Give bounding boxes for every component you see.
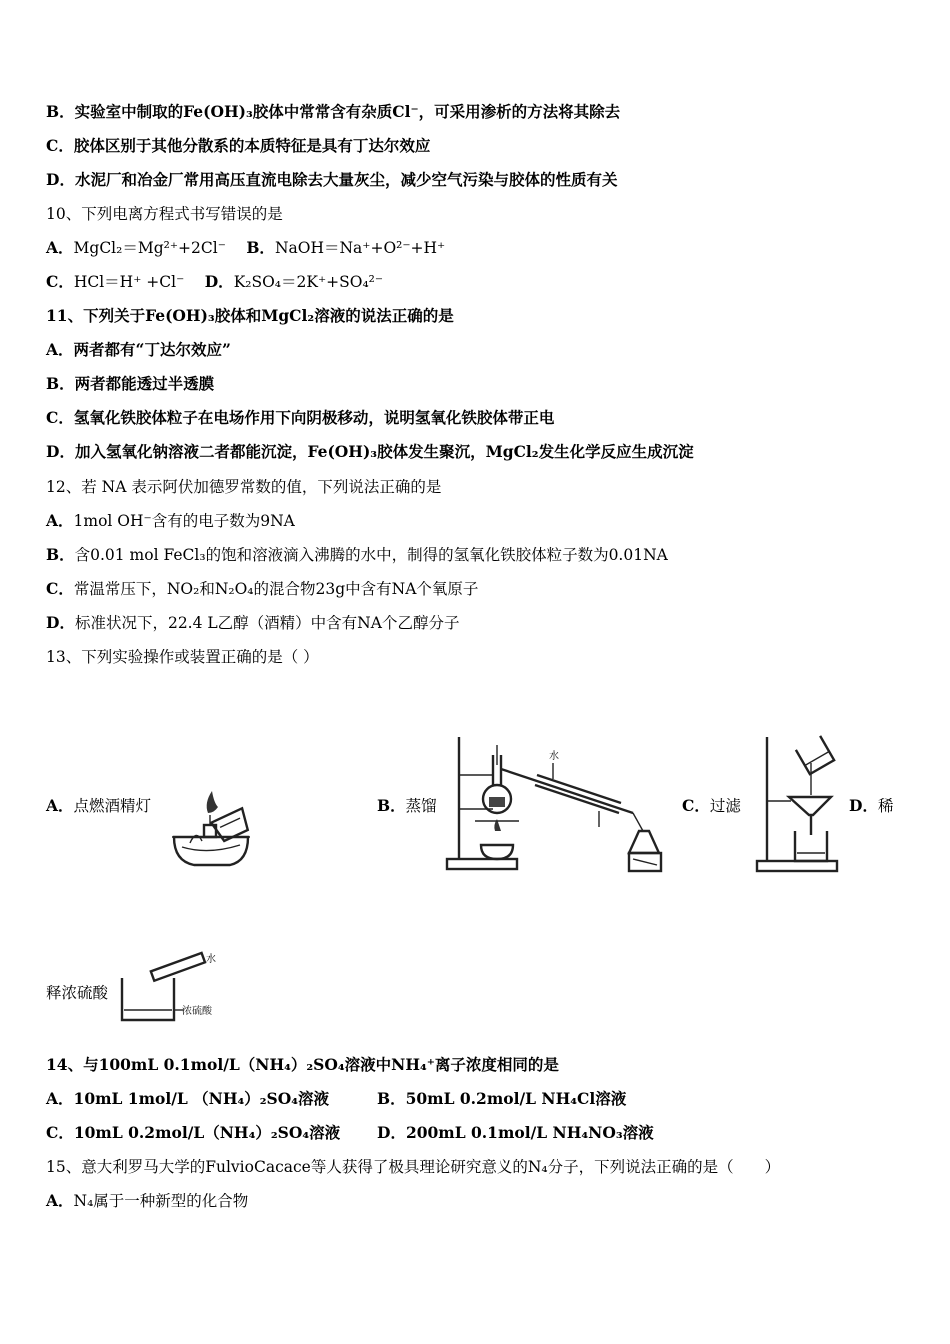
option-text: 过滤 (709, 797, 741, 815)
q15-option-a (46, 1191, 248, 1211)
option-label: C． (682, 796, 710, 815)
option-text: 1mol OH⁻含有的电子数为9NA (73, 512, 295, 530)
q13-option-c (682, 796, 741, 816)
q13-option-b (377, 796, 437, 816)
option-label: C． (46, 136, 74, 155)
option-text: 胶体区别于其他分散系的本质特征是具有丁达尔效应 (73, 136, 431, 155)
option-label: A． (46, 796, 74, 815)
option-text: 释浓硫酸 (46, 984, 109, 1002)
option-text: 加入氢氧化钠溶液二者都能沉淀，Fe(OH)₃胶体发生聚沉，MgCl₂发生化学反应生成沉淀 (74, 442, 694, 461)
option-text: N₄属于一种新型的化合物 (73, 1192, 249, 1210)
q13-option-a (46, 796, 151, 816)
option-label: B． (377, 796, 406, 815)
option-text: 50mL 0.2mol/L NH₄Cl溶液 (405, 1089, 627, 1108)
option-d-line (46, 170, 617, 190)
option-label: B． (46, 374, 75, 393)
option-text: 蒸馏 (405, 797, 437, 815)
option-text: 标准状况下，22.4 L乙醇（酒精）中含有NA个乙醇分子 (74, 614, 460, 632)
option-label: D． (46, 442, 75, 461)
option-text: 稀 (877, 797, 894, 815)
option-c-line (46, 136, 430, 156)
q12-option-a (46, 511, 295, 531)
option-text: 10mL 0.2mol/L（NH₄）₂SO₄溶液 (73, 1123, 341, 1142)
option-text: 水泥厂和冶金厂常用高压直流电除去大量灰尘，减少空气污染与胶体的性质有关 (74, 170, 618, 189)
question-14 (46, 1055, 559, 1075)
question-text: 13、下列实验操作或装置正确的是（ ） (46, 648, 319, 666)
option-label: B． (377, 1089, 406, 1108)
figure-distillation (445, 735, 675, 875)
option-label: B． (46, 102, 75, 121)
question-text: 12、若 NA 表示阿伏加德罗常数的值，下列说法正确的是 (46, 478, 442, 496)
option-label: D． (377, 1123, 406, 1142)
option-text: 200mL 0.1mol/L NH₄NO₃溶液 (405, 1123, 654, 1142)
option-label: C． (46, 1123, 74, 1142)
option-label: B． (246, 238, 275, 257)
flame-icon (207, 791, 218, 813)
water-label: 水 (549, 751, 559, 762)
q11-option-c (46, 408, 554, 428)
option-label: B． (46, 545, 75, 564)
option-label: D． (204, 272, 234, 291)
option-label: C． (46, 408, 74, 427)
question-text: 11、下列关于Fe(OH)₃胶体和MgCl₂溶液的说法正确的是 (46, 306, 454, 325)
option-label: C． (46, 579, 74, 598)
figure-dilution (118, 950, 228, 1026)
question-11 (46, 306, 454, 326)
option-text: NaOH＝Na⁺+O²⁻+H⁺ (274, 239, 446, 257)
option-label: A． (46, 1191, 74, 1210)
option-text: 含0.01 mol FeCl₃的饱和溶液滴入沸腾的水中，制得的氢氧化铁胶体粒子数为0.01NA (74, 546, 668, 564)
figure-alcohol-lamp (168, 785, 264, 875)
q14-option-c (46, 1123, 340, 1143)
option-text: 两者都能透过半透膜 (74, 374, 215, 393)
option-label: A． (46, 340, 74, 359)
q12-option-c (46, 579, 478, 599)
question-13 (46, 647, 319, 667)
option-text: 常温常压下，NO₂和N₂O₄的混合物23g中含有NA个氧原子 (73, 580, 479, 598)
option-b-line (46, 102, 620, 122)
option-label: A． (46, 238, 74, 257)
acid-label: 浓硫酸 (182, 1006, 212, 1017)
option-text: 点燃酒精灯 (73, 797, 152, 815)
option-text: 氢氧化铁胶体粒子在电场作用下向阴极移动，说明氢氧化铁胶体带正电 (73, 408, 555, 427)
question-text: 15、意大利罗马大学的FulvioCacace等人获得了极具理论研究意义的N₄分子，下列说法正确的是（ ） (46, 1158, 781, 1176)
option-text: 实验室中制取的Fe(OH)₃胶体中常常含有杂质Cl⁻，可采用渗析的方法将其除去 (74, 102, 621, 121)
q14-option-b (377, 1089, 626, 1109)
q12-option-d (46, 613, 459, 633)
q10-options-cd (46, 272, 383, 292)
q11-option-d (46, 442, 694, 462)
q13-option-d (849, 796, 893, 816)
option-label: C． (46, 272, 74, 291)
option-text: K₂SO₄＝2K⁺+SO₄²⁻ (233, 273, 384, 291)
q10-options-ab (46, 238, 445, 258)
water-label: 水 (206, 954, 216, 965)
option-label: D． (46, 170, 75, 189)
q11-option-b (46, 374, 214, 394)
option-text: HCl＝H⁺ +Cl⁻ (73, 273, 200, 291)
question-10 (46, 204, 283, 224)
figure-filtration (755, 735, 847, 875)
q13-option-d-continued (46, 983, 108, 1003)
question-text: 10、下列电离方程式书写错误的是 (46, 205, 283, 223)
question-12 (46, 477, 441, 497)
q14-option-d (377, 1123, 654, 1143)
option-text: 两者都有“丁达尔效应” (73, 340, 231, 359)
question-text: 14、与100mL 0.1mol/L（NH₄）₂SO₄溶液中NH₄⁺离子浓度相同的是 (46, 1055, 559, 1074)
q11-option-a (46, 340, 231, 360)
option-label: D． (849, 796, 878, 815)
option-label: D． (46, 613, 75, 632)
q14-option-a (46, 1089, 329, 1109)
option-text: MgCl₂＝Mg²⁺+2Cl⁻ (73, 239, 242, 257)
question-15 (46, 1157, 780, 1177)
q12-option-b (46, 545, 668, 565)
option-text: 10mL 1mol/L （NH₄）₂SO₄溶液 (73, 1089, 330, 1108)
option-label: A． (46, 1089, 74, 1108)
option-label: A． (46, 511, 74, 530)
